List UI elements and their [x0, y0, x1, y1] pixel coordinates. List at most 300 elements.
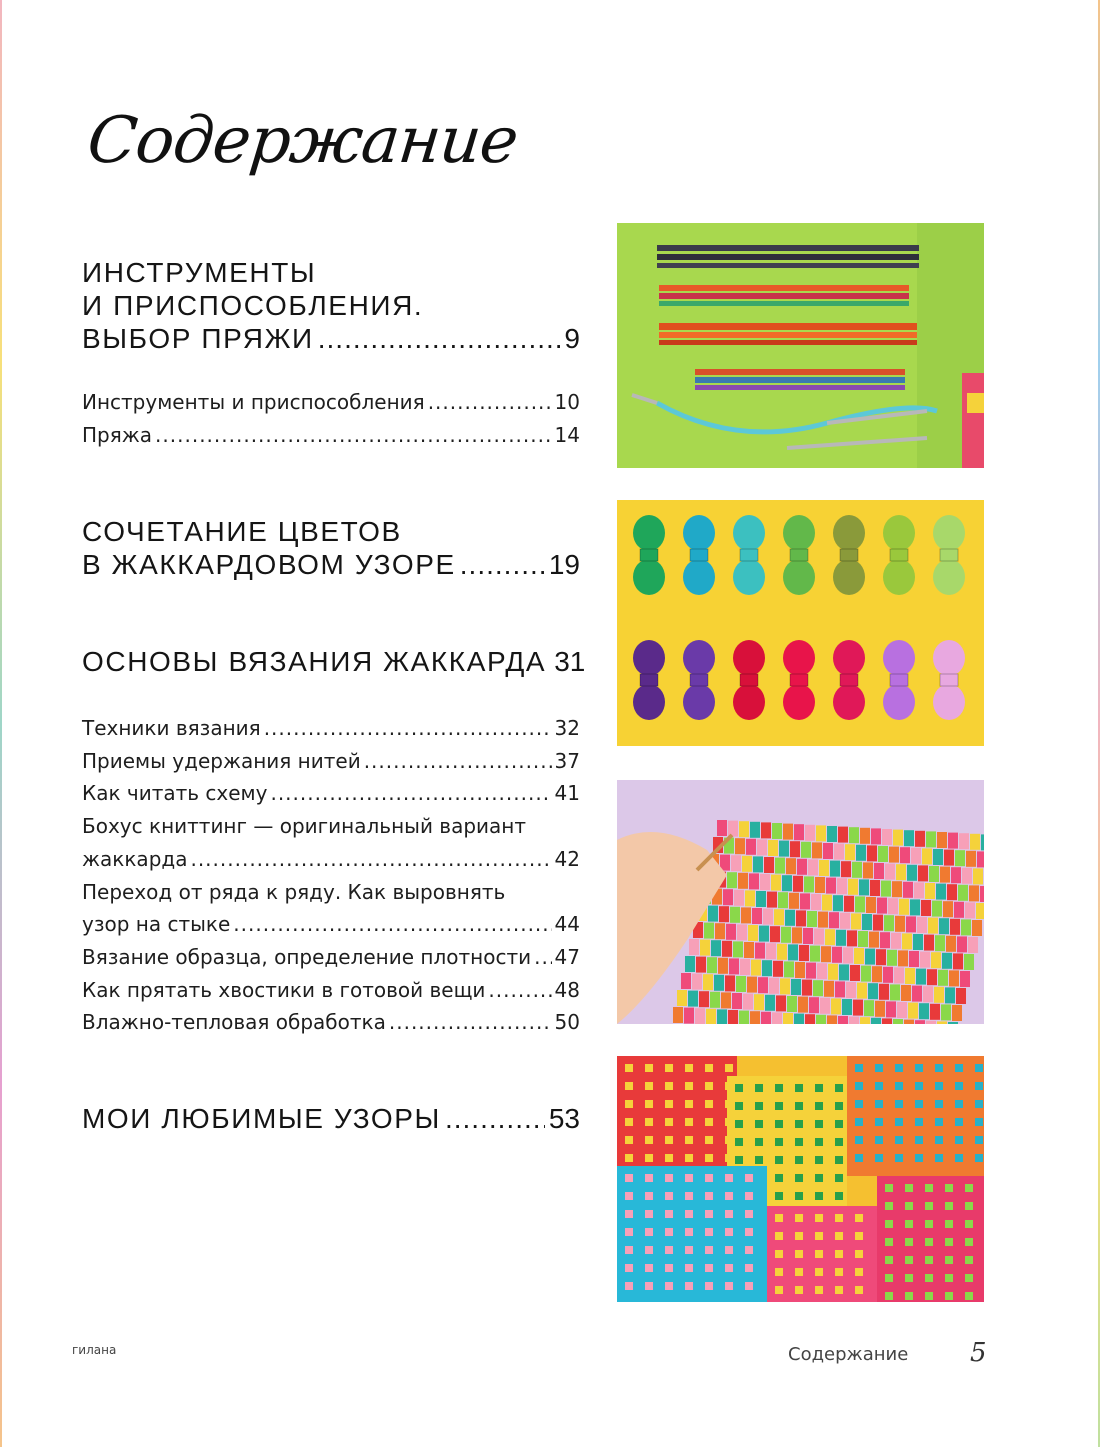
- swatch-motif: [815, 1214, 823, 1222]
- yarn-bundle: [733, 684, 765, 720]
- swatch-motif: [665, 1154, 673, 1162]
- knit-stitch: [907, 865, 917, 881]
- swatch-motif: [685, 1064, 693, 1072]
- swatch-motif: [895, 1082, 903, 1090]
- knit-stitch: [981, 834, 984, 850]
- swatch-motif: [705, 1264, 713, 1272]
- knit-stitch: [977, 851, 984, 867]
- knit-stitch: [945, 987, 955, 1003]
- swatch-motif: [645, 1174, 653, 1182]
- knit-stitch: [836, 930, 846, 946]
- knit-stitch: [871, 1018, 881, 1024]
- swatch-motif: [935, 1082, 943, 1090]
- knit-stitch: [842, 999, 852, 1015]
- swatch-motif: [685, 1082, 693, 1090]
- swatch-motif: [725, 1228, 733, 1236]
- knit-stitch: [822, 895, 832, 911]
- toc-item[interactable]: Переход от ряда к ряду. Как выровнять: [82, 879, 506, 904]
- swatch-motif: [965, 1256, 973, 1264]
- knit-stitch: [893, 1019, 903, 1024]
- knit-stitch: [948, 833, 958, 849]
- knit-stitch: [792, 927, 802, 943]
- swatch-motif: [705, 1282, 713, 1290]
- toc-item[interactable]: Бохус книттинг — оригинальный вариант: [82, 814, 527, 839]
- swatch-motif: [935, 1064, 943, 1072]
- knit-stitch: [810, 946, 820, 962]
- knit-stitch: [839, 964, 849, 980]
- swatch-motif: [795, 1156, 803, 1164]
- knit-stitch: [921, 900, 931, 916]
- knit-stitch: [734, 890, 744, 906]
- knit-stitch: [767, 892, 777, 908]
- knit-stitch: [954, 902, 964, 918]
- knit-stitch: [849, 1017, 859, 1024]
- swatch-motif: [835, 1156, 843, 1164]
- swatch-motif: [875, 1154, 883, 1162]
- knit-stitch: [912, 986, 922, 1002]
- knit-stitch: [855, 896, 865, 912]
- swatch-motif: [905, 1256, 913, 1264]
- swatch-motif: [775, 1138, 783, 1146]
- yarn-bundle: [733, 515, 765, 551]
- knit-stitch: [877, 898, 887, 914]
- swatch-motif: [815, 1102, 823, 1110]
- yarn-bundle: [733, 640, 765, 676]
- knit-stitch: [805, 1014, 815, 1024]
- swatch-motif: [705, 1118, 713, 1126]
- swatch-motif: [855, 1214, 863, 1222]
- swatch-motif: [625, 1210, 633, 1218]
- knit-stitch: [900, 847, 910, 863]
- swatch-motif: [855, 1136, 863, 1144]
- yarn-bundle: [933, 684, 965, 720]
- yarn-bundle: [883, 684, 915, 720]
- section-title-line[interactable]: МОИ ЛЮБИМЫЕ УЗОРЫ ..... 53: [82, 1102, 580, 1135]
- swatch-motif: [855, 1250, 863, 1258]
- knit-stitch: [733, 941, 743, 957]
- knit-stitch: [725, 975, 735, 991]
- knit-stitch: [886, 1001, 896, 1017]
- swatch-motif: [905, 1238, 913, 1246]
- knit-stitch: [742, 856, 752, 872]
- swatch-motif: [915, 1154, 923, 1162]
- knit-stitch: [684, 1008, 694, 1024]
- knit-stitch: [893, 830, 903, 846]
- knit-stitch: [925, 883, 935, 899]
- swatch-motif: [775, 1084, 783, 1092]
- knit-stitch: [937, 1021, 947, 1024]
- knit-stitch: [714, 975, 724, 991]
- knit-stitch: [905, 968, 915, 984]
- swatch-motif: [745, 1264, 753, 1272]
- swatch-motif: [875, 1082, 883, 1090]
- knit-stitch: [814, 929, 824, 945]
- swatch-motif: [755, 1084, 763, 1092]
- toc-item[interactable]: Влажно-тепловая обработка ..... 50: [82, 1006, 580, 1039]
- swatch-motif: [725, 1192, 733, 1200]
- swatch-motif: [945, 1256, 953, 1264]
- knit-stitch: [761, 1012, 771, 1024]
- yarn-bundle: [833, 640, 865, 676]
- knit-stitch: [884, 915, 894, 931]
- knit-stitch: [782, 875, 792, 891]
- knit-stitch: [751, 960, 761, 976]
- swatch-motif: [965, 1274, 973, 1282]
- toc-item[interactable]: узор на стыке ..... 44: [82, 908, 580, 941]
- swatch-motif: [855, 1064, 863, 1072]
- swatch-motif: [885, 1292, 893, 1300]
- swatch-motif: [855, 1082, 863, 1090]
- knit-stitch: [707, 957, 717, 973]
- swatch-motif: [955, 1154, 963, 1162]
- knit-stitch: [771, 875, 781, 891]
- knit-stitch: [885, 864, 895, 880]
- swatch-motif: [645, 1246, 653, 1254]
- swatch-motif: [855, 1232, 863, 1240]
- knit-stitch: [703, 974, 713, 990]
- swatch-motif: [915, 1136, 923, 1144]
- swatch-motif: [925, 1202, 933, 1210]
- knit-stitch: [878, 846, 888, 862]
- knit-stitch: [856, 845, 866, 861]
- swatch-motif: [815, 1156, 823, 1164]
- page-title: Содержание: [84, 104, 521, 178]
- knit-stitch: [909, 951, 919, 967]
- knit-stitch: [803, 928, 813, 944]
- swatch-motif: [885, 1274, 893, 1282]
- toc-section-patterns: [82, 1102, 580, 1135]
- swatch-motif: [875, 1100, 883, 1108]
- knit-stitch: [837, 878, 847, 894]
- swatch-motif: [905, 1274, 913, 1282]
- knit-stitch: [681, 973, 691, 989]
- yarn-bundle: [833, 515, 865, 551]
- swatch-motif: [645, 1192, 653, 1200]
- yarn-tie: [890, 549, 908, 561]
- knit-stitch: [883, 967, 893, 983]
- knit-stitch: [852, 862, 862, 878]
- swatch-motif: [905, 1184, 913, 1192]
- swatch-motif: [735, 1156, 743, 1164]
- knit-stitch: [821, 946, 831, 962]
- swatch-motif: [895, 1118, 903, 1126]
- swatch-motif: [975, 1064, 983, 1072]
- knit-stitch: [860, 1017, 870, 1024]
- yarn-tie: [890, 674, 908, 686]
- swatch-motif: [975, 1118, 983, 1126]
- yarn-bundle: [783, 515, 815, 551]
- swatch-motif: [835, 1120, 843, 1128]
- knit-stitch: [935, 935, 945, 951]
- swatch-motif: [925, 1238, 933, 1246]
- knit-stitch: [773, 961, 783, 977]
- knit-stitch: [756, 891, 766, 907]
- knit-stitch: [817, 963, 827, 979]
- knit-stitch: [843, 947, 853, 963]
- swatch-motif: [935, 1118, 943, 1126]
- swatch-motif: [625, 1154, 633, 1162]
- yarn-tie: [790, 549, 808, 561]
- knit-stitch: [816, 825, 826, 841]
- knit-stitch: [904, 830, 914, 846]
- swatch-motif: [665, 1082, 673, 1090]
- swatch-motif: [795, 1120, 803, 1128]
- knit-stitch: [846, 982, 856, 998]
- yarn-tie: [690, 549, 708, 561]
- swatch-motif: [775, 1286, 783, 1294]
- knit-stitch: [719, 906, 729, 922]
- knit-stitch: [779, 841, 789, 857]
- yarn-bundle: [633, 684, 665, 720]
- knit-stitch: [920, 952, 930, 968]
- needles-photo: [617, 223, 984, 468]
- swatch-motif: [795, 1250, 803, 1258]
- knit-swatch: [617, 1056, 737, 1166]
- swatch-motif: [795, 1102, 803, 1110]
- knit-stitch: [894, 967, 904, 983]
- knit-stitch: [758, 977, 768, 993]
- swatch-motif: [795, 1286, 803, 1294]
- swatch-motif: [685, 1136, 693, 1144]
- swatch-motif: [965, 1220, 973, 1228]
- knit-stitch: [890, 984, 900, 1000]
- knit-stitch: [870, 880, 880, 896]
- knit-stitch: [801, 842, 811, 858]
- knit-stitch: [914, 882, 924, 898]
- knit-stitch: [951, 867, 961, 883]
- swatch-motif: [705, 1100, 713, 1108]
- knit-stitch: [809, 997, 819, 1013]
- swatch-motif: [835, 1174, 843, 1182]
- knit-stitch: [930, 1004, 940, 1020]
- knit-stitch: [973, 868, 983, 884]
- swatch-motif: [835, 1192, 843, 1200]
- swatch-motif: [885, 1202, 893, 1210]
- knit-stitch: [953, 953, 963, 969]
- swatch-motif: [725, 1174, 733, 1182]
- knit-stitch: [827, 1015, 837, 1024]
- knit-stitch: [722, 941, 732, 957]
- knit-stitch: [958, 885, 968, 901]
- knit-stitch: [732, 993, 742, 1009]
- knit-stitch: [916, 969, 926, 985]
- knit-stitch: [841, 861, 851, 877]
- knit-stitch: [917, 917, 927, 933]
- swatch-motif: [685, 1246, 693, 1254]
- toc-item[interactable]: Вязание образца, определение плотности ..... 47: [82, 941, 580, 974]
- yarn-tie: [640, 549, 658, 561]
- knit-stitch: [888, 898, 898, 914]
- knit-stitch: [799, 945, 809, 961]
- swatch-motif: [875, 1064, 883, 1072]
- swatch-motif: [705, 1246, 713, 1254]
- swatch-motif: [885, 1238, 893, 1246]
- knit-stitch: [825, 929, 835, 945]
- knit-stitch: [806, 963, 816, 979]
- knit-stitch: [959, 833, 969, 849]
- swatch-motif: [745, 1192, 753, 1200]
- knit-stitch: [872, 966, 882, 982]
- toc-item[interactable]: Техники вязания ..... 32: [82, 712, 580, 745]
- knit-stitch: [955, 850, 965, 866]
- knit-stitch: [739, 821, 749, 837]
- knit-stitch: [741, 907, 751, 923]
- swatch-motif: [905, 1220, 913, 1228]
- knit-stitch: [875, 1001, 885, 1017]
- swatch-motif: [775, 1214, 783, 1222]
- knit-stitch: [858, 931, 868, 947]
- swatch-motif: [625, 1264, 633, 1272]
- swatch-motif: [705, 1192, 713, 1200]
- knit-stitch: [910, 899, 920, 915]
- swatch-motif: [945, 1238, 953, 1246]
- knit-stitch: [728, 821, 738, 837]
- knit-stitch: [851, 913, 861, 929]
- toc-item[interactable]: Как читать схему ..... 41: [82, 777, 580, 810]
- knit-stitch: [826, 878, 836, 894]
- page-number: 53: [548, 1103, 580, 1134]
- knit-stitch: [873, 915, 883, 931]
- toc-item[interactable]: Инструменты и приспособления ..... 10: [82, 386, 580, 419]
- knit-stitch: [794, 1014, 804, 1024]
- yarn-tie: [790, 674, 808, 686]
- swatch-motif: [705, 1064, 713, 1072]
- knit-stitch: [816, 1015, 826, 1024]
- swatch-motif: [705, 1210, 713, 1218]
- toc-item[interactable]: Приемы удержания нитей ..... 37: [82, 745, 580, 778]
- swatch-motif: [835, 1102, 843, 1110]
- toc-section-colors: [82, 515, 580, 581]
- swatch-motif: [835, 1214, 843, 1222]
- knit-stitch: [723, 889, 733, 905]
- swatch-motif: [685, 1282, 693, 1290]
- knit-stitch: [710, 992, 720, 1008]
- swatch-motif: [755, 1120, 763, 1128]
- swatch-motif: [905, 1202, 913, 1210]
- yarn-bundle: [933, 640, 965, 676]
- knit-stitch: [768, 840, 778, 856]
- swatch-motif: [775, 1174, 783, 1182]
- knit-stitch: [813, 980, 823, 996]
- knit-stitch: [904, 1020, 914, 1024]
- swatch-motif: [965, 1238, 973, 1246]
- section-title-line[interactable]: В ЖАККАРДОВОМ УЗОРЕ ..... 19: [82, 548, 580, 581]
- swatch-motif: [725, 1246, 733, 1254]
- knit-stitch: [700, 940, 710, 956]
- swatch-motif: [945, 1202, 953, 1210]
- knit-stitch: [938, 970, 948, 986]
- knit-stitch: [749, 873, 759, 889]
- knit-stitch: [673, 1007, 683, 1023]
- swatch-motif: [685, 1192, 693, 1200]
- toc-item[interactable]: Пряжа ..... 14: [82, 419, 580, 452]
- knit-stitch: [849, 827, 859, 843]
- knit-stitch: [739, 1011, 749, 1024]
- swatch-motif: [665, 1282, 673, 1290]
- swatch-motif: [895, 1100, 903, 1108]
- section-title-line[interactable]: ОСНОВЫ ВЯЗАНИЯ ЖАККАРДА 31: [82, 646, 586, 677]
- yarn-tie: [740, 549, 758, 561]
- knit-stitch: [784, 961, 794, 977]
- knit-stitch: [824, 981, 834, 997]
- yarn-bundle: [833, 559, 865, 595]
- knit-stitch: [688, 991, 698, 1007]
- knit-stitch: [717, 1009, 727, 1024]
- swatch-motif: [915, 1100, 923, 1108]
- swatch-motif: [915, 1064, 923, 1072]
- swatch-motif: [645, 1154, 653, 1162]
- swatch-motif: [795, 1268, 803, 1276]
- knit-stitch: [766, 943, 776, 959]
- knit-stitch: [772, 1012, 782, 1024]
- swatch-motif: [665, 1210, 673, 1218]
- knit-stitch: [808, 859, 818, 875]
- knit-stitch: [948, 1022, 958, 1024]
- swatch-motif: [855, 1100, 863, 1108]
- knit-stitch: [908, 1003, 918, 1019]
- knit-stitch: [838, 827, 848, 843]
- footer-section-label: Содержание: [788, 1344, 909, 1365]
- swatch-motif: [905, 1292, 913, 1300]
- swatch-motif: [755, 1138, 763, 1146]
- knit-stitch: [964, 954, 974, 970]
- knit-stitch: [785, 910, 795, 926]
- knit-stitch: [783, 1013, 793, 1024]
- knit-stitch: [754, 994, 764, 1010]
- yarn-tie: [940, 549, 958, 561]
- swatch-motif: [645, 1064, 653, 1072]
- swatch-motif: [725, 1210, 733, 1218]
- knit-stitch: [889, 847, 899, 863]
- knit-stitch: [807, 911, 817, 927]
- knit-stitch: [903, 882, 913, 898]
- swatch-motif: [685, 1118, 693, 1126]
- swatch-motif: [755, 1102, 763, 1110]
- knit-stitch: [746, 839, 756, 855]
- knit-stitch: [922, 848, 932, 864]
- yarn-bundle: [883, 515, 915, 551]
- knit-stitch: [850, 965, 860, 981]
- yarn-bundle: [683, 559, 715, 595]
- swatch-motif: [795, 1084, 803, 1092]
- swatch-motif: [665, 1118, 673, 1126]
- knit-stitch: [829, 912, 839, 928]
- toc-item[interactable]: жаккарда ..... 42: [82, 843, 580, 876]
- knit-stitch: [794, 824, 804, 840]
- knit-stitch: [692, 974, 702, 990]
- knit-stitch: [763, 909, 773, 925]
- yarn-bundle: [883, 559, 915, 595]
- swatch-motif: [855, 1118, 863, 1126]
- knit-stitch: [857, 983, 867, 999]
- section-title-line[interactable]: ВЫБОР ПРЯЖИ ..... 9: [82, 322, 580, 355]
- knit-stitch: [865, 949, 875, 965]
- swatch-motif: [835, 1286, 843, 1294]
- knit-stitch: [740, 959, 750, 975]
- knit-stitch: [795, 962, 805, 978]
- knit-stitch: [835, 981, 845, 997]
- swatches-photo: [617, 1056, 984, 1302]
- knit-stitch: [838, 1016, 848, 1024]
- knit-stitch: [926, 1021, 936, 1024]
- swatch-motif: [625, 1118, 633, 1126]
- swatch-motif: [665, 1264, 673, 1272]
- knit-stitch: [860, 828, 870, 844]
- knit-stitch: [923, 986, 933, 1002]
- knit-stitch: [952, 1005, 962, 1021]
- swatch-motif: [735, 1084, 743, 1092]
- toc-item[interactable]: Как прятать хвостики в готовой вещи ..... 48: [82, 974, 580, 1007]
